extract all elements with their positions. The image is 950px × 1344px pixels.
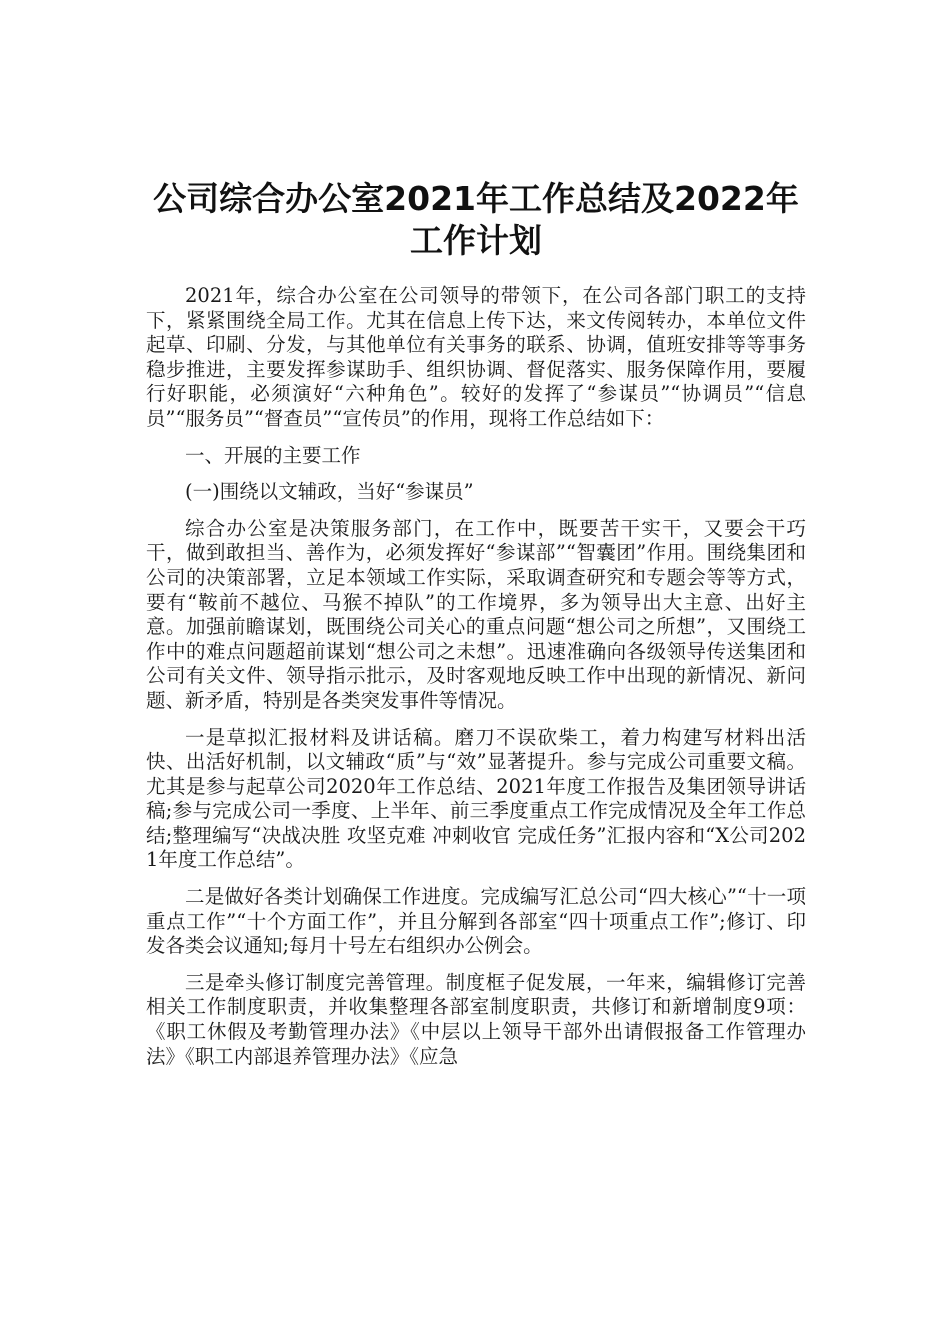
body-paragraph-3: 二是做好各类计划确保工作进度。完成编写汇总公司“四大核心”“十一项重点工作”“十个方面工作”，并且分解到各部室“四十项重点工作”;修订、印发各类会议通知;每月十号左右组织办公例会。 [146,885,806,958]
document-title-line-2: 工作计划 [410,221,542,260]
body-paragraph-4: 三是牵头修订制度完善管理。制度框子促发展，一年来，编辑修订完善相关工作制度职责，并收集整理各部室制度职责，共修订和新增制度9项：《职工休假及考勤管理办法》《中层以上领导干部外出请假报备工作管理办法》《职工内部退养管理办法》《应急 [146,970,806,1068]
section-heading-1: 一、开展的主要工作 [185,443,361,467]
intro-paragraph: 2021年，综合办公室在公司领导的带领下，在公司各部门职工的支持下，紧紧围绕全局工作。尤其在信息上传下达，来文传阅转办，本单位文件起草、印刷、分发，与其他单位有关事务的联系、协调，值班安排等等事务稳步推进，主要发挥参谋助手、组织协调、督促落实、服务保障作用，要履行好职能，必须演好“六种角色”。较好的发挥了“参谋员”“协调员”“信息员”“服务员”“督查员”“宣传员”的作用，现将工作总结如下： [146,284,806,430]
body-paragraph-2: 一是草拟汇报材料及讲话稿。磨刀不误砍柴工，着力构建写材料出活快、出活好机制，以文辅政“质”与“效”显著提升。参与完成公司重要文稿。尤其是参与起草公司2020年工作总结、2021年度工作报告及集团领导讲话稿;参与完成公司一季度、上半年、前三季度重点工作完成情况及全年工作总结;整理编写“决战决胜 攻坚克难 冲刺收官 完成任务”汇报内容和“X公司2021年度工作总结”。 [146,725,806,872]
subsection-heading-1: (一)围绕以文辅政，当好“参谋员” [185,480,474,504]
document-title-line-1: 公司综合办公室2021年工作总结及2022年 [153,179,799,218]
document-title [146,178,806,262]
body-paragraph-1: 综合办公室是决策服务部门，在工作中，既要苦干实干，又要会干巧干，做到敢担当、善作为，必须发挥好“参谋部”“智囊团”作用。围绕集团和公司的决策部署，立足本领域工作实际，采取调查研究和专题会等等方式，要有“鞍前不越位、马猴不掉队”的工作境界，多为领导出大主意、出好主意。加强前瞻谋划，既围绕公司关心的重点问题“想公司之所想”，又围绕工作中的难点问题超前谋划“想公司之未想”。迅速准确向各级领导传送集团和公司有关文件、领导指示批示，及时客观地反映工作中出现的新情况、新问题、新矛盾，特别是各类突发事件等情况。 [146,516,806,712]
document-page [146,178,806,1081]
